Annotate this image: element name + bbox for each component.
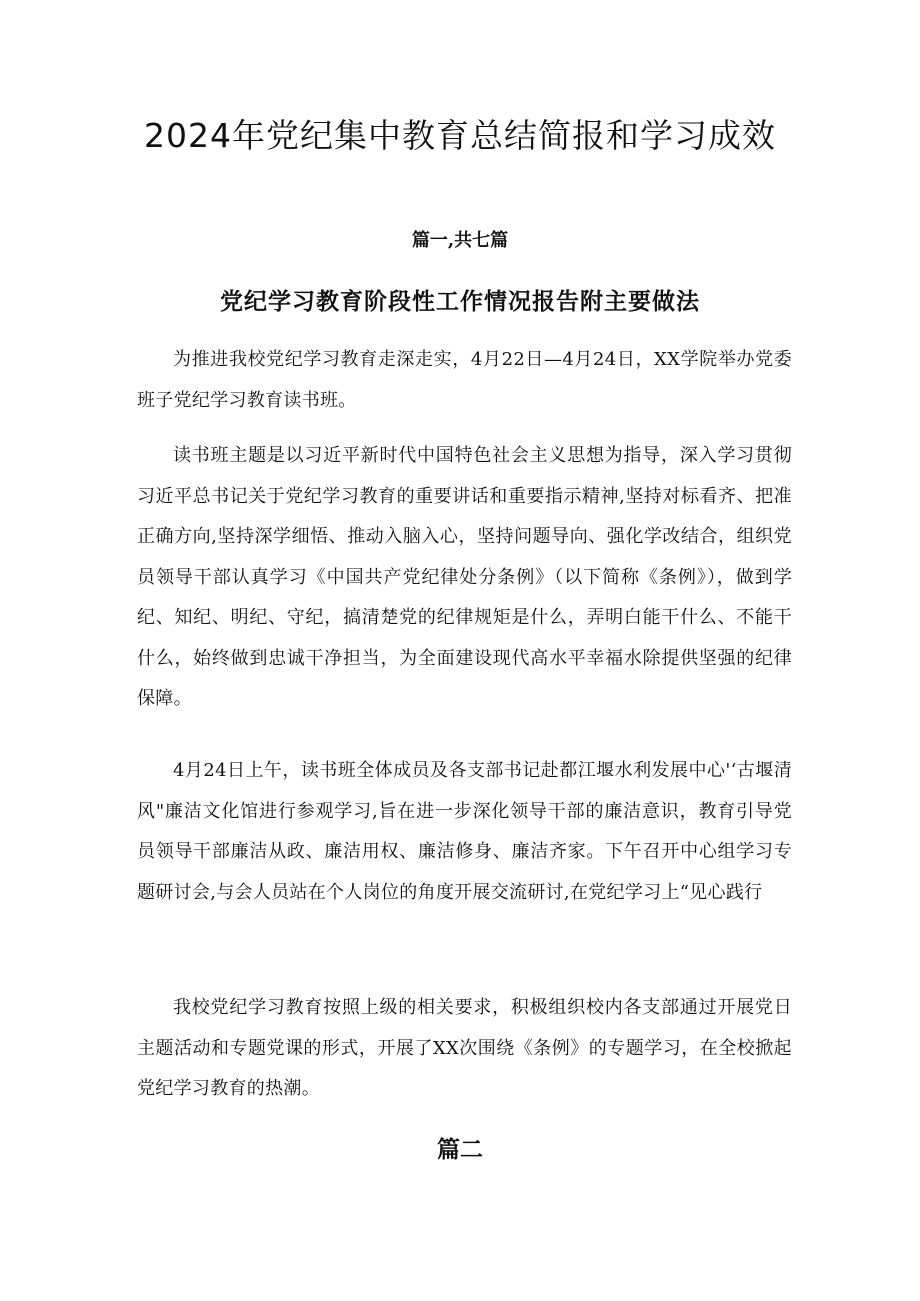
paragraph-4: 我校党纪学习教育按照上级的相关要求，积极组织校内各支部通过开展党日主题活动和专题党课的形式，开展了XX次围绕《条例》的专题学习，在全校掀起党纪学习教育的热潮。 — [137, 997, 792, 1099]
section-two-label: 篇二 — [437, 1137, 483, 1163]
paragraph-2: 读书班主题是以习近平新时代中国特色社会主义思想为指导，深入学习贯彻习近平总书记关于党纪学习教育的重要讲话和重要指示精神,坚持对标看齐、把准正确方向,坚持深学细悟、推动入脑入心，坚持问题导向、强化学改结合，组织党员领导干部认真学习《中国共产党纪律处分条例》（以下简称《条例》），做到学纪、知纪、明纪、守纪，搞清楚党的纪律规矩是什么，弄明白能干什么、不能干什么，始终做到忠诚干净担当，为全面建设现代高水平幸福水除提供坚强的纪律保障。 — [137, 445, 792, 709]
paragraph-3: 4月24日上午，读书班全体成员及各支部书记赴都江堰水利发展中心'‘古堰清风"廉洁文化馆进行参观学习,旨在进一步深化领导干部的廉洁意识，教育引导党员领导干部廉洁从政、廉洁用权、廉洁修身、廉洁齐家。下午召开中心组学习专题研讨会,与会人员站在个人岗位的角度开展交流研讨,在党纪学习上“见心践行 — [137, 760, 792, 903]
section-one-label: 篇一,共七篇 — [411, 230, 509, 251]
document-title: 2024年党纪集中教育总结简报和学习成效 — [144, 116, 776, 155]
paragraph-1: 为推进我校党纪学习教育走深走实，4月22日—4月24日，XX学院举办党委班子党纪学习教育读书班。 — [137, 349, 792, 411]
section-one-heading: 党纪学习教育阶段性工作情况报告附主要做法 — [220, 288, 700, 315]
